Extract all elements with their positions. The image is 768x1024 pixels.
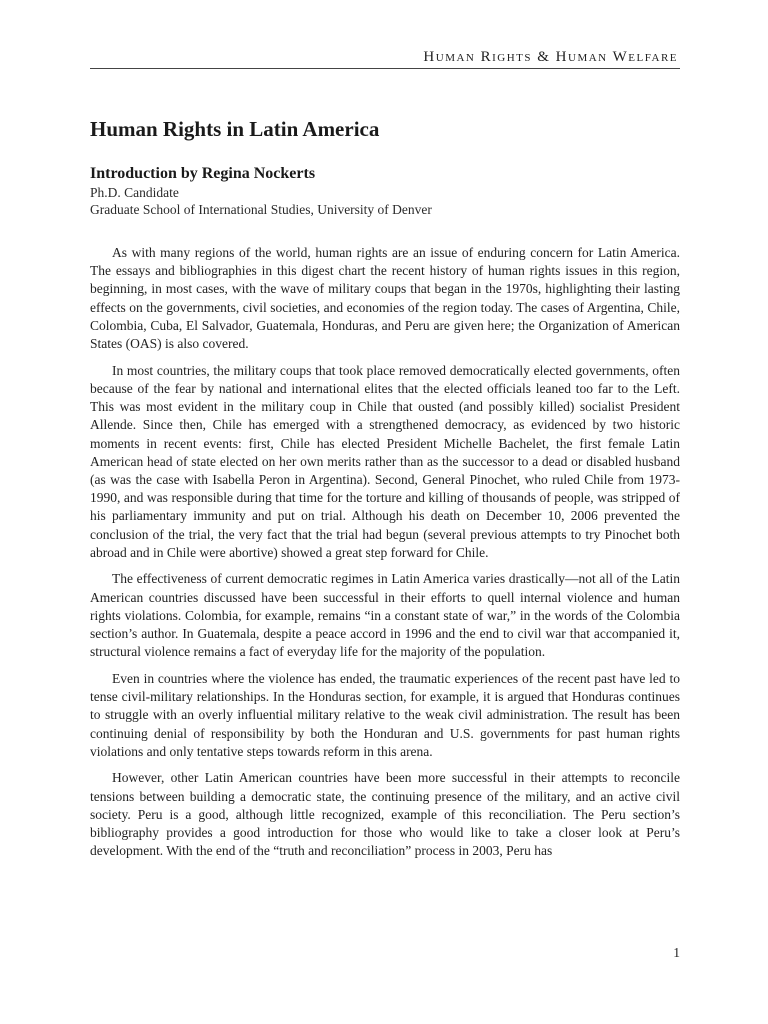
author-position: Ph.D. Candidate: [90, 185, 179, 200]
article-subtitle: Introduction by Regina Nockerts: [90, 165, 316, 182]
paragraph: However, other Latin American countries have been more successful in their attempts to reconcile tensions between building a democratic state, the continuing presence of the military, and an active civil society. Peru is a good, although little recognized, example of this reconciliation. The Peru section’s bibliography provides a good introduction for those who would like to take a closer look at Peru’s development. With the end of the “truth and reconciliation” process in 2003, Peru has: [90, 770, 680, 859]
paragraph: As with many regions of the world, human rights are an issue of enduring concern for Latin America. The essays and bibliographies in this digest chart the recent history of human rights issues in this region, beginning, in most cases, with the wave of military coups that began in the 1970s, highlighting their lasting effects on the governments, civil societies, and economies of the region today. The cases of Argentina, Chile, Colombia, Cuba, El Salvador, Guatemala, Honduras, and Peru are given here; the Organization of American States (OAS) is also covered.: [90, 245, 680, 352]
article-title: Human Rights in Latin America: [90, 117, 380, 141]
paragraph: Even in countries where the violence has ended, the traumatic experiences of the recent past have led to tense civil-military relationships. In the Honduras section, for example, it is argued that Honduras continues to struggle with an overly influential military relative to the weak civil administration. The result has been continuing denial of responsibility by both the Honduran and U.S. governments for past human rights violations and only tentative steps towards reform in this arena.: [90, 670, 680, 759]
page-number: 1: [673, 945, 680, 960]
author-affiliation: Graduate School of International Studies, University of Denver: [90, 202, 432, 217]
article-body: [90, 115, 680, 869]
paragraph: The effectiveness of current democratic regimes in Latin America varies drastically—not all of the Latin American countries discussed have been successful in their efforts to quell internal violence and human rights violations. Colombia, for example, remains “in a constant state of war,” in the words of the Colombia section’s author. In Guatemala, despite a peace accord in 1996 and the end to civil war that accompanied it, structural violence remains a fact of everyday life for the majority of the population.: [90, 571, 680, 660]
running-header: Human Rights & Human Welfare: [423, 49, 678, 65]
paragraph: In most countries, the military coups that took place removed democratically elected governments, often because of the fear by national and international elites that the elected officials leaned too far to the Left. This was most evident in the military coup in Chile that ousted (and possibly killed) socialist President Allende. Since then, Chile has emerged with a strengthened democracy, as evidenced by two historic moments in recent events: first, Chile has elected President Michelle Bachelet, the first female Latin American head of state elected on her own merits rather than as the successor to a dead or disabled husband (as was the case with Isabella Peron in Argentina). Second, General Pinochet, who ruled Chile from 1973-1990, and was responsible during that time for the torture and killing of thousands of people, was stripped of his parliamentary immunity and put on trial. Although his death on December 10, 2006 prevented the conclusion of the trial, the very fact that the trial had begun (several previous attempts to try Pinochet both abroad and in Chile were abortive) showed a great step forward for Chile.: [90, 362, 680, 560]
body-text: [90, 244, 680, 861]
header-divider: [90, 68, 680, 69]
